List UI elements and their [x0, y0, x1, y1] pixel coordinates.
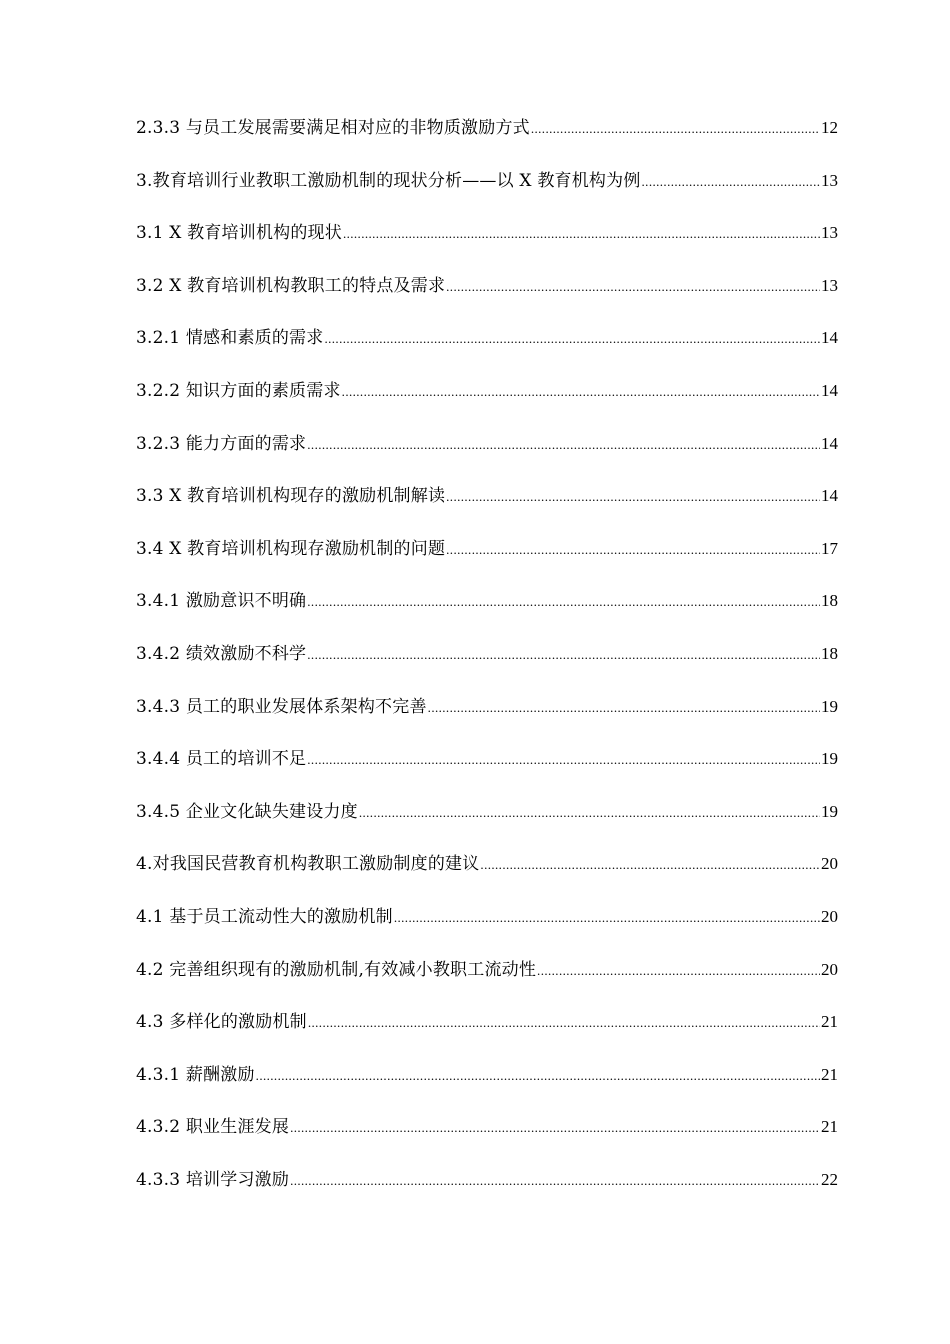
toc-entry	[136, 218, 838, 271]
toc-entry-page-number: 12	[821, 118, 838, 137]
toc-entry	[136, 849, 838, 902]
toc-entry-page-number: 14	[821, 433, 838, 453]
toc-entry-title: 4.2 完善组织现有的激励机制,有效减小教职工流动性	[136, 959, 537, 980]
toc-entry-page-number: 21	[821, 1012, 838, 1032]
toc-dot-leader	[308, 1015, 820, 1031]
toc-entry-title: 3.教育培训行业教职工激励机制的现状分析——以 X 教育机构为例	[136, 170, 641, 191]
toc-entry-title: 3.2 X 教育培训机构教职工的特点及需求	[136, 275, 446, 296]
toc-dot-leader	[290, 1173, 820, 1189]
toc-dot-leader	[480, 857, 820, 873]
toc-entry	[136, 1165, 838, 1218]
toc-entry-title: 3.2.3 能力方面的需求	[136, 433, 307, 454]
toc-entry	[136, 692, 838, 745]
toc-entry	[136, 955, 838, 1008]
toc-entry-title: 4.3.1 薪酬激励	[136, 1064, 255, 1085]
toc-entry-title: 3.1 X 教育培训机构的现状	[136, 223, 342, 244]
toc-entry-page-number: 22	[821, 1169, 838, 1189]
toc-entry	[136, 429, 838, 482]
toc-dot-leader	[307, 752, 820, 768]
toc-entry	[136, 113, 838, 166]
toc-entry-page-number: 20	[821, 854, 838, 874]
toc-entry	[136, 323, 838, 376]
table-of-contents	[136, 113, 838, 1217]
toc-dot-leader	[256, 1068, 820, 1084]
toc-entry	[136, 1007, 838, 1060]
toc-entry-title: 3.4.1 激励意识不明确	[136, 591, 307, 612]
toc-dot-leader	[446, 489, 820, 505]
toc-dot-leader	[446, 542, 820, 558]
toc-entry	[136, 481, 838, 534]
toc-entry-page-number: 14	[821, 380, 838, 400]
toc-entry-title: 4.3 多样化的激励机制	[136, 1012, 307, 1033]
toc-entry	[136, 639, 838, 692]
toc-entry-title: 3.4.2 绩效激励不科学	[136, 643, 307, 664]
toc-dot-leader	[324, 331, 820, 347]
toc-entry-page-number: 17	[821, 538, 838, 558]
toc-dot-leader	[531, 121, 820, 137]
toc-dot-leader	[290, 1120, 820, 1136]
toc-entry-title: 3.3 X 教育培训机构现存的激励机制解读	[136, 486, 446, 507]
toc-entry-title: 3.4.3 员工的职业发展体系架构不完善	[136, 696, 427, 717]
toc-entry-title: 4.3.2 职业生涯发展	[136, 1117, 290, 1138]
toc-dot-leader	[537, 963, 820, 979]
toc-entry	[136, 271, 838, 324]
toc-dot-leader	[446, 279, 820, 295]
toc-entry	[136, 586, 838, 639]
toc-entry	[136, 166, 838, 219]
toc-entry-page-number: 19	[821, 749, 838, 769]
toc-entry-page-number: 21	[821, 1064, 838, 1084]
toc-entry-title: 4.对我国民营教育机构教职工激励制度的建议	[136, 854, 480, 875]
toc-entry-page-number: 21	[821, 1117, 838, 1137]
toc-dot-leader	[307, 594, 820, 610]
toc-entry-title: 3.2.1 情感和素质的需求	[136, 328, 324, 349]
toc-entry-title: 4.1 基于员工流动性大的激励机制	[136, 906, 393, 927]
toc-dot-leader	[642, 174, 820, 190]
toc-entry	[136, 534, 838, 587]
toc-dot-leader	[343, 226, 820, 242]
toc-entry	[136, 1060, 838, 1113]
toc-entry-page-number: 19	[821, 801, 838, 821]
toc-entry-title: 3.4 X 教育培训机构现存激励机制的问题	[136, 538, 446, 559]
toc-dot-leader	[359, 805, 820, 821]
toc-entry-page-number: 14	[821, 486, 838, 506]
toc-dot-leader	[307, 647, 820, 663]
toc-entry-page-number: 18	[821, 643, 838, 663]
toc-entry	[136, 744, 838, 797]
toc-entry	[136, 376, 838, 429]
toc-dot-leader	[394, 910, 820, 926]
toc-entry-page-number: 18	[821, 591, 838, 611]
toc-entry-title: 2.3.3 与员工发展需要满足相对应的非物质激励方式	[136, 118, 530, 138]
toc-entry	[136, 902, 838, 955]
toc-entry-page-number: 13	[821, 170, 838, 190]
toc-entry-page-number: 13	[821, 223, 838, 243]
toc-entry-page-number: 19	[821, 696, 838, 716]
toc-entry-title: 3.4.4 员工的培训不足	[136, 749, 307, 770]
toc-entry-title: 3.2.2 知识方面的素质需求	[136, 380, 341, 401]
toc-dot-leader	[307, 437, 820, 453]
toc-entry	[136, 1112, 838, 1165]
toc-entry-title: 3.4.5 企业文化缺失建设力度	[136, 801, 358, 822]
toc-entry-page-number: 20	[821, 906, 838, 926]
toc-dot-leader	[428, 700, 820, 716]
toc-entry-page-number: 20	[821, 959, 838, 979]
toc-entry-title: 4.3.3 培训学习激励	[136, 1169, 290, 1190]
toc-dot-leader	[342, 384, 820, 400]
toc-entry	[136, 797, 838, 850]
toc-entry-page-number: 13	[821, 275, 838, 295]
toc-entry-page-number: 14	[821, 328, 838, 348]
